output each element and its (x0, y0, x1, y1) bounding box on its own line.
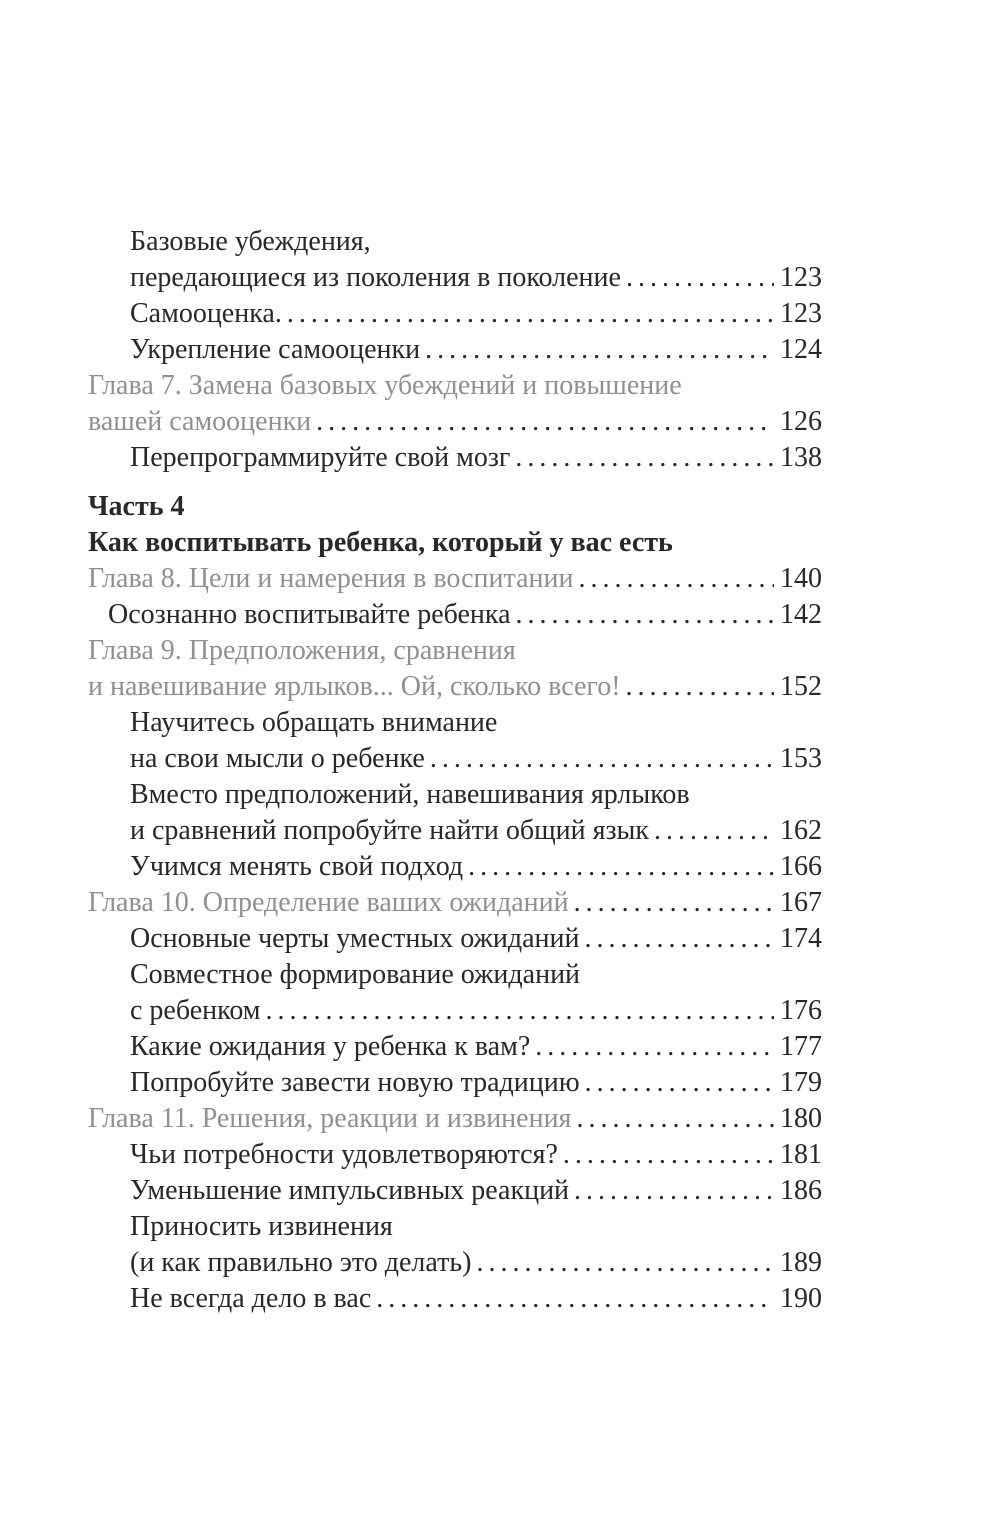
toc-entry (130, 1029, 822, 1065)
page-number: 140 (780, 563, 822, 594)
toc-entry (130, 332, 822, 368)
toc-entry (130, 1065, 822, 1101)
page-number: 123 (780, 262, 822, 293)
page-number: 123 (780, 298, 822, 329)
toc-entry-title: Глава 9. Предположения, сравнения (88, 635, 516, 666)
toc-line (130, 1173, 822, 1209)
page-number: 138 (780, 442, 822, 473)
toc-entry (130, 224, 822, 296)
page-number: 124 (780, 334, 822, 365)
toc-entry-title: (и как правильно это делать) (130, 1247, 472, 1278)
toc-entry (88, 561, 822, 597)
toc-entry-title: Не всегда дело в вас (130, 1283, 372, 1314)
toc-line (130, 440, 822, 476)
toc-entry-title: с ребенком (130, 995, 261, 1026)
toc-list (88, 224, 822, 1317)
toc-entry (130, 849, 822, 885)
toc-entry (130, 296, 822, 332)
dot-leader (425, 332, 774, 368)
toc-entry-title: Основные черты уместных ожиданий (130, 923, 580, 954)
toc-entry (130, 705, 822, 777)
dot-leader (476, 1245, 774, 1281)
page-number: 153 (780, 743, 822, 774)
dot-leader (468, 849, 774, 885)
page-number: 176 (780, 995, 822, 1026)
toc-entry-title: Научитесь обращать внимание (130, 707, 498, 738)
toc-entry (130, 440, 822, 476)
page-number: 189 (780, 1247, 822, 1278)
toc-entry-title: Часть 4 (88, 491, 185, 522)
toc-line (130, 260, 822, 296)
toc-entry (88, 885, 822, 921)
toc-entry-title: и сравнений попробуйте найти общий язык (130, 815, 649, 846)
toc-line (130, 1281, 822, 1317)
dot-leader (574, 1173, 774, 1209)
dot-leader (535, 1029, 774, 1065)
toc-entry-title: Какие ожидания у ребенка к вам? (130, 1031, 531, 1062)
toc-entry-title: и навешивание ярлыков... Ой, сколько всего! (88, 671, 621, 702)
dot-leader (515, 440, 774, 476)
dot-leader (579, 561, 775, 597)
toc-line (130, 705, 822, 741)
toc-line (130, 332, 822, 368)
toc-line (130, 921, 822, 957)
toc-line (130, 1209, 822, 1245)
toc-entry-title: Уменьшение импульсивных реакций (130, 1175, 570, 1206)
page-number: 142 (780, 599, 822, 630)
toc-entry (130, 921, 822, 957)
page-number: 181 (780, 1139, 822, 1170)
page-number: 126 (780, 406, 822, 437)
toc-line (130, 1029, 822, 1065)
page-number: 186 (780, 1175, 822, 1206)
toc-line (88, 525, 822, 561)
dot-leader (430, 741, 774, 777)
dot-leader (585, 1065, 774, 1101)
toc-entry-title: Попробуйте завести новую традицию (130, 1067, 580, 1098)
toc-line (130, 741, 822, 777)
toc-line (88, 669, 822, 705)
toc-line (130, 849, 822, 885)
page-number: 167 (780, 887, 822, 918)
page-number: 177 (780, 1031, 822, 1062)
toc-entry (88, 633, 822, 705)
toc-entry-title: Базовые убеждения, (130, 226, 371, 257)
toc-entry-title: Перепрограммируйте свой мозг (130, 442, 511, 473)
dot-leader (626, 260, 774, 296)
toc-line (88, 885, 822, 921)
toc-entry-title: Чьи потребности удовлетворяются? (130, 1139, 558, 1170)
toc-entry-title: на свои мысли о ребенке (130, 743, 425, 774)
toc-entry-title: Совместное формирование ожиданий (130, 959, 581, 990)
toc-entry-title: Глава 8. Цели и намерения в воспитании (88, 563, 574, 594)
toc-line (130, 296, 822, 332)
toc-entry (130, 957, 822, 1029)
dot-leader (516, 597, 774, 633)
dot-leader (626, 669, 774, 705)
toc-entry (88, 489, 822, 561)
toc-line (130, 1137, 822, 1173)
dot-leader (576, 1101, 774, 1137)
page-number: 152 (780, 671, 822, 702)
toc-entry (130, 777, 822, 849)
toc-line (130, 1065, 822, 1101)
toc-entry (88, 1101, 822, 1137)
page-number: 179 (780, 1067, 822, 1098)
toc-entry-title: Самооценка. (130, 298, 282, 329)
dot-leader (266, 993, 774, 1029)
toc-line (88, 561, 822, 597)
toc-line (88, 1101, 822, 1137)
toc-entry (130, 1137, 822, 1173)
page-number: 162 (780, 815, 822, 846)
toc-line (130, 813, 822, 849)
dot-leader (584, 921, 774, 957)
toc-line (88, 489, 822, 525)
dot-leader (654, 813, 774, 849)
toc-entry (130, 1209, 822, 1281)
toc-entry-title: Вместо предположений, навешивания ярлыков (130, 779, 690, 810)
toc-entry-title: Глава 10. Определение ваших ожиданий (88, 887, 569, 918)
dot-leader (563, 1137, 774, 1173)
toc-line (88, 404, 822, 440)
dot-leader (316, 404, 774, 440)
toc-line (88, 368, 822, 404)
toc-entry-title: Глава 11. Решения, реакции и извинения (88, 1103, 572, 1134)
toc-line (130, 224, 822, 260)
toc-line (88, 633, 822, 669)
toc-line (130, 993, 822, 1029)
dot-leader (376, 1281, 774, 1317)
toc-entry (130, 1173, 822, 1209)
toc-entry-title: Как воспитывать ребенка, который у вас есть (88, 527, 673, 558)
toc-line (130, 1245, 822, 1281)
page-number: 174 (780, 923, 822, 954)
toc-entry-title: Приносить извинения (130, 1211, 393, 1242)
toc-entry-title: Глава 7. Замена базовых убеждений и повышение (88, 370, 682, 401)
toc-line (130, 957, 822, 993)
toc-entry-title: Осознанно воспитывайте ребенка (108, 599, 511, 630)
page-number: 166 (780, 851, 822, 882)
toc-entry-title: Укрепление самооценки (130, 334, 421, 365)
toc-line (108, 597, 822, 633)
toc-entry-title: Учимся менять свой подход (130, 851, 464, 882)
toc-entry (108, 597, 822, 633)
toc-entry-title: передающиеся из поколения в поколение (130, 262, 621, 293)
toc-entry (130, 1281, 822, 1317)
page-number: 190 (780, 1283, 822, 1314)
dot-leader (574, 885, 774, 921)
toc-entry (88, 368, 822, 440)
toc-line (130, 777, 822, 813)
dot-leader (287, 296, 774, 332)
page-number: 180 (780, 1103, 822, 1134)
toc-entry-title: вашей самооценки (88, 406, 312, 437)
